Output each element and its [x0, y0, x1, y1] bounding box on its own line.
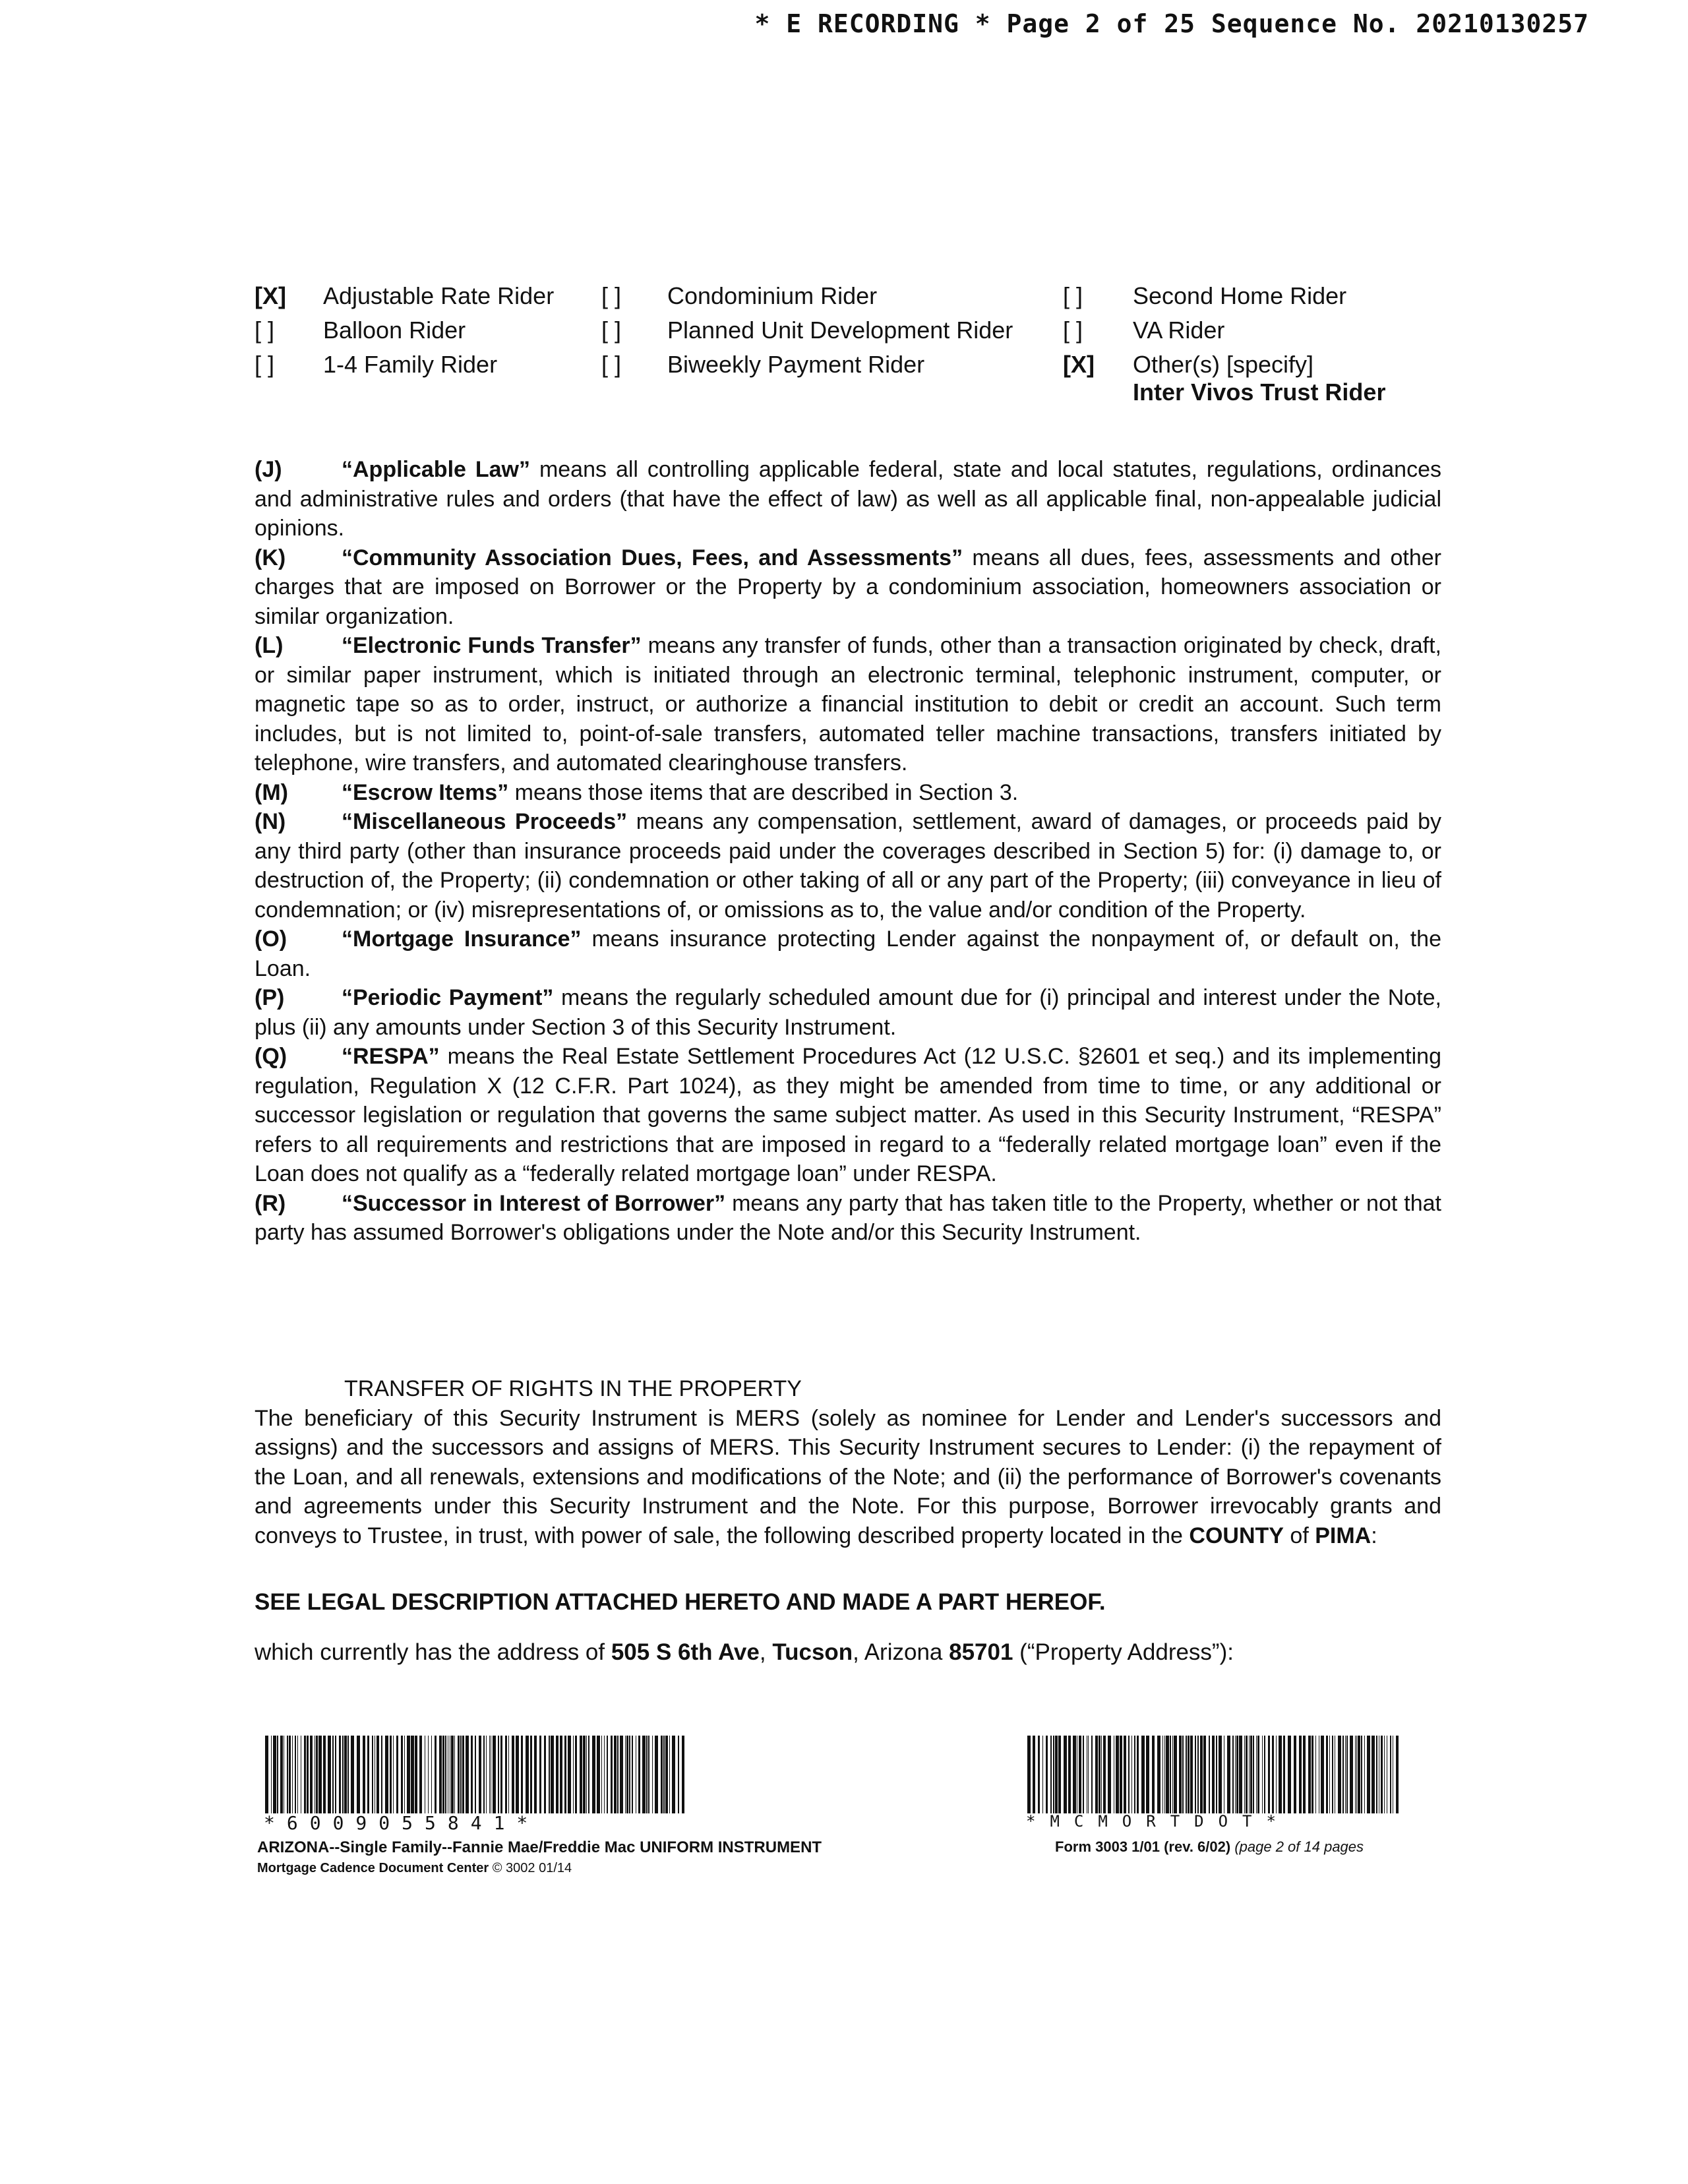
barcode-bar: [526, 1736, 529, 1813]
definition-text: means any party that has taken title to the Property, whether or not that party has assumed Borrower's obligations under the Note and/or this Security Instrument.: [255, 1190, 1441, 1245]
barcode-bar: [462, 1736, 464, 1813]
barcode-bar: [604, 1736, 605, 1813]
barcode-bar: [486, 1736, 487, 1813]
barcode-bar: [407, 1736, 410, 1813]
barcode-bar: [516, 1736, 519, 1813]
rider-checkbox: [X]: [255, 282, 286, 309]
barcode-bar: [583, 1736, 586, 1813]
barcode-bar: [1239, 1736, 1242, 1813]
rider-checkbox: [ ]: [255, 351, 275, 378]
barcode-bar: [614, 1736, 617, 1813]
barcode-bar: [1182, 1736, 1184, 1813]
barcode-bar: [439, 1736, 442, 1813]
barcode-bar: [652, 1736, 653, 1813]
barcode-bar: [271, 1736, 272, 1813]
definition-text: means insurance protecting Lender against the nonpayment of, or default on, the Loan.: [255, 926, 1441, 981]
definition-tag: (M): [255, 779, 288, 805]
riders-checklist: [255, 282, 1441, 406]
definition-text: means those items that are described in Section 3.: [508, 779, 1019, 805]
barcode-bar: [1157, 1736, 1160, 1813]
barcode-bar: [669, 1736, 670, 1813]
recording-header: * E RECORDING * Page 2 of 25 Sequence No. 20210130257: [754, 9, 1589, 38]
barcode-bar: [357, 1736, 360, 1813]
barcode-bar: [1027, 1736, 1031, 1813]
definition-term: “Applicable Law”: [342, 457, 530, 482]
barcode-bar: [328, 1736, 331, 1813]
barcode-bar: [1073, 1736, 1076, 1813]
barcode-bar: [534, 1736, 537, 1813]
barcode-bar: [415, 1736, 417, 1813]
definition-tag: (P): [255, 985, 285, 1010]
barcode-bar: [1162, 1736, 1163, 1813]
barcode-bar: [672, 1736, 675, 1813]
barcode-bar: [287, 1736, 288, 1813]
barcode-bar: [1384, 1736, 1385, 1813]
address-zip: 85701: [949, 1639, 1013, 1665]
rider-label: Biweekly Payment Rider: [667, 351, 925, 378]
definition-term: “Community Association Dues, Fees, and Assessments”: [342, 545, 963, 570]
definition-m: [255, 778, 1441, 808]
barcode-bar: [597, 1736, 600, 1813]
barcode-bar: [318, 1736, 322, 1813]
barcode-bar: [1099, 1736, 1100, 1813]
barcode-bar: [1188, 1736, 1190, 1813]
definition-term: “Mortgage Insurance”: [342, 926, 582, 952]
barcode-bar: [1283, 1736, 1285, 1813]
barcode-bar: [323, 1736, 326, 1813]
barcode-bar: [445, 1736, 446, 1813]
barcode-bar: [626, 1736, 628, 1813]
other-rider-specified: Inter Vivos Trust Rider: [1133, 379, 1386, 406]
legal-description-notice: SEE LEGAL DESCRIPTION ATTACHED HERETO AND MADE A PART HEREOF.: [255, 1589, 1106, 1615]
barcode-bar: [1219, 1736, 1222, 1813]
definitions-list: [255, 455, 1441, 1248]
barcode-bar: [568, 1736, 571, 1813]
barcode-bar: [1068, 1736, 1071, 1813]
barcode-bar: [1321, 1736, 1324, 1813]
definition-term: “Miscellaneous Proceeds”: [342, 809, 628, 834]
barcode-bar: [1262, 1736, 1263, 1813]
barcode-bar: [289, 1736, 291, 1813]
barcode-bar: [1350, 1736, 1353, 1813]
rider-label: Planned Unit Development Rider: [667, 317, 1013, 344]
barcode-bar: [1128, 1736, 1130, 1813]
barcode-bar: [588, 1736, 589, 1813]
barcode-bar: [1299, 1736, 1302, 1813]
barcode-bar: [393, 1736, 394, 1813]
barcode-bar: [1355, 1736, 1356, 1813]
barcode-bar: [1179, 1736, 1182, 1813]
barcode-bar: [265, 1736, 268, 1813]
barcode-bar: [297, 1736, 298, 1813]
barcode-bar: [539, 1736, 541, 1813]
colon: :: [1371, 1523, 1377, 1548]
barcode-bar: [419, 1736, 422, 1813]
footer-center-name: Mortgage Cadence Document Center: [257, 1861, 489, 1875]
barcode-bar: [544, 1736, 546, 1813]
barcode-bar: [1134, 1736, 1135, 1813]
definition-text: means all controlling applicable federal, state and local statutes, regulations, ordinances and administrative rules and orders (that have the effect of law) as well as all applicable final, non-appealable judicial opinions.: [255, 457, 1441, 541]
barcode-bar: [1308, 1736, 1311, 1813]
barcode-bar: [1346, 1736, 1348, 1813]
barcode-bar: [1303, 1736, 1306, 1813]
barcode-bar: [372, 1736, 373, 1813]
barcode-bar: [385, 1736, 388, 1813]
barcode-bar: [1103, 1736, 1106, 1813]
barcode-bar: [411, 1736, 414, 1813]
barcode-bar: [1216, 1736, 1217, 1813]
footer-form-code: © 3002 01/14: [489, 1861, 572, 1875]
barcode-bar: [460, 1736, 462, 1813]
barcode-bar: [1141, 1736, 1145, 1813]
barcode-bar: [1174, 1736, 1177, 1813]
definition-text: means the Real Estate Settlement Procedures Act (12 U.S.C. §2601 et seq.) and its implementing regulation, Regulation X (12 C.F.R. Part 1024), as they might be amended from time to time, or any additional or successor legislation or regulation that governs the same subject matter. As used in this Security Instrument, “RESPA” refers to all requirements and restrictions that are imposed in regard to a “federally related mortgage loan” even if the Loan does not qualify as a “federally related mortgage loan” under RESPA.: [255, 1044, 1441, 1186]
barcode-bar: [556, 1736, 558, 1813]
barcode-right-icon: [1026, 1736, 1402, 1813]
barcode-bar: [1253, 1736, 1254, 1813]
barcode-bar: [1329, 1736, 1330, 1813]
barcode-bar: [508, 1736, 509, 1813]
transfer-text: The beneficiary of this Security Instrument is MERS (solely as nominee for Lender and Lender's successors and assigns) and the successors and assigns of MERS. This Security Instrument secures to Lender: (i) the repayment of the Loan, and all renewals, extensions and modifications of the Note; and (ii) the performance of Borrower's covenants and agreements under this Security Instrument and the Note. For this purpose, Borrower irrevocably grants and conveys to Trustee, in trust, with power of sale, the following described property located in the: [255, 1405, 1441, 1548]
barcode-bar: [1311, 1736, 1313, 1813]
rider-checkbox: [ ]: [255, 317, 275, 344]
barcode-bar: [367, 1736, 369, 1813]
barcode-bar: [530, 1736, 532, 1813]
barcode-bar: [351, 1736, 354, 1813]
rider-label: Second Home Rider: [1133, 282, 1347, 309]
barcode-bar: [500, 1736, 502, 1813]
barcode-bar: [678, 1736, 679, 1813]
barcode-bar: [1326, 1736, 1328, 1813]
definition-o: [255, 925, 1441, 983]
barcode-bar: [1276, 1736, 1277, 1813]
footer-instrument-title: ARIZONA--Single Family--Fannie Mae/Freddie Mac UNIFORM INSTRUMENT: [257, 1838, 822, 1856]
barcode-bar: [1091, 1736, 1093, 1813]
barcode-bar: [1137, 1736, 1139, 1813]
rider-checkbox: [ ]: [601, 317, 622, 344]
barcode-bar: [273, 1736, 276, 1813]
barcode-bar: [401, 1736, 403, 1813]
barcode-bar: [1356, 1736, 1357, 1813]
barcode-bar: [1338, 1736, 1341, 1813]
barcode-bar: [505, 1736, 507, 1813]
barcode-bar: [1272, 1736, 1274, 1813]
barcode-bar: [1390, 1736, 1391, 1813]
barcode-bar: [347, 1736, 349, 1813]
property-address-line: [255, 1639, 1234, 1666]
barcode-bar: [1195, 1736, 1196, 1813]
rider-checkbox: [ ]: [601, 282, 622, 309]
barcode-bar: [310, 1736, 313, 1813]
barcode-bar: [573, 1736, 574, 1813]
barcode-bar: [646, 1736, 648, 1813]
definition-text: means any transfer of funds, other than a transaction originated by check, draft, or similar paper instrument, which is initiated through an electronic terminal, telephonic instrument, computer, or magnetic tape so as to order, instruct, or authorize a financial institution to debit or credit an account. Such term includes, but is not limited to, point-of-sale transfers, automated teller machine transactions, transfers initiated by telephone, wire transfers, and automated clearinghouse transfers.: [255, 633, 1441, 775]
rider-label: VA Rider: [1133, 317, 1225, 344]
barcode-bar: [1124, 1736, 1126, 1813]
barcode-bar: [1164, 1736, 1165, 1813]
rider-label: 1-4 Family Rider: [323, 351, 498, 378]
barcode-bar: [655, 1736, 658, 1813]
barcode-bar: [620, 1736, 623, 1813]
barcode-bar: [1050, 1736, 1052, 1813]
barcode-bar: [611, 1736, 613, 1813]
barcode-bar: [521, 1736, 523, 1813]
barcode-bar: [1279, 1736, 1282, 1813]
barcode-bar: [498, 1736, 499, 1813]
barcode-bar: [493, 1736, 496, 1813]
barcode-bar: [1053, 1736, 1054, 1813]
barcode-bar: [466, 1736, 469, 1813]
definition-l: [255, 631, 1441, 778]
barcode-bar: [390, 1736, 392, 1813]
barcode-bar: [1376, 1736, 1377, 1813]
barcode-bar: [1166, 1736, 1169, 1813]
barcode-bar: [1315, 1736, 1316, 1813]
rider-label: Condominium Rider: [667, 282, 878, 309]
barcode-bar: [335, 1736, 336, 1813]
barcode-bar: [344, 1736, 347, 1813]
barcode-bar: [404, 1736, 405, 1813]
barcode-bar: [629, 1736, 630, 1813]
barcode-bar: [1367, 1736, 1370, 1813]
definition-q: [255, 1042, 1441, 1189]
barcode-bar: [512, 1736, 514, 1813]
barcode-bar: [1358, 1736, 1360, 1813]
barcode-bar: [1064, 1736, 1067, 1813]
definition-tag: (J): [255, 457, 282, 482]
barcode-bar: [342, 1736, 344, 1813]
barcode-bar: [442, 1736, 444, 1813]
barcode-right-text: *MCMORTDOT*: [1026, 1812, 1290, 1831]
barcode-bar: [638, 1736, 640, 1813]
barcode-bar: [642, 1736, 646, 1813]
definition-term: “Successor in Interest of Borrower”: [342, 1190, 726, 1216]
rider-checkbox: [ ]: [601, 351, 622, 378]
county-name: PIMA: [1315, 1523, 1372, 1548]
address-comma: ,: [759, 1639, 773, 1665]
barcode-bar: [1108, 1736, 1111, 1813]
definition-tag: (O): [255, 926, 287, 952]
barcode-bar: [665, 1736, 668, 1813]
barcode-bar: [377, 1736, 379, 1813]
barcode-bar: [332, 1736, 334, 1813]
barcode-bar: [489, 1736, 490, 1813]
barcode-bar: [1101, 1736, 1102, 1813]
barcode-bar: [280, 1736, 283, 1813]
barcode-bar: [617, 1736, 618, 1813]
barcode-bar: [307, 1736, 309, 1813]
barcode-bar: [1212, 1736, 1215, 1813]
definition-tag: (K): [255, 545, 286, 570]
barcode-bar: [1381, 1736, 1383, 1813]
barcode-bar: [1361, 1736, 1362, 1813]
definition-term: “RESPA”: [342, 1044, 440, 1069]
address-city: Tucson: [772, 1639, 853, 1665]
barcode-bar: [575, 1736, 577, 1813]
barcode-bar: [580, 1736, 582, 1813]
barcode-bar: [1264, 1736, 1265, 1813]
barcode-bar: [1170, 1736, 1171, 1813]
barcode-bar: [1246, 1736, 1248, 1813]
barcode-bar: [632, 1736, 633, 1813]
barcode-bar: [1235, 1736, 1236, 1813]
barcode-bar: [586, 1736, 587, 1813]
definition-tag: (L): [255, 633, 284, 658]
definition-text: means all dues, fees, assessments and other charges that are imposed on Borrower or the Property by a condominium association, homeowners association or similar organization.: [255, 545, 1441, 629]
transfer-of-rights-section: [255, 1374, 1441, 1550]
barcode-bar: [661, 1736, 663, 1813]
barcode-bar: [592, 1736, 595, 1813]
barcode-bar: [549, 1736, 550, 1813]
definition-tag: (N): [255, 809, 286, 834]
barcode-bar: [316, 1736, 318, 1813]
barcode-bar: [1190, 1736, 1193, 1813]
barcode-bar: [1236, 1736, 1238, 1813]
address-comma: ,: [853, 1639, 864, 1665]
barcode-bar: [1058, 1736, 1061, 1813]
barcode-bar: [560, 1736, 562, 1813]
address-prefix: which currently has the address of: [255, 1639, 611, 1665]
barcode-bar: [1227, 1736, 1230, 1813]
definition-p: [255, 983, 1441, 1042]
barcode-bar: [458, 1736, 460, 1813]
definition-text: means any compensation, settlement, award of damages, or proceeds paid by any third party (other than insurance proceeds paid under the coverages described in Section 5) for: (i) damage to, or destruction of, the Property; (ii) condemnation or other taking of all or any part of the Property; (iii) conveyance in lieu of condemnation; or (iv) misrepresentations of, or omissions as to, the value and/or condition of the Property.: [255, 809, 1441, 923]
barcode-bar: [454, 1736, 455, 1813]
barcode-bar: [1186, 1736, 1187, 1813]
barcode-bar: [295, 1736, 296, 1813]
definition-term: “Electronic Funds Transfer”: [342, 633, 642, 658]
barcode-bar: [607, 1736, 608, 1813]
rider-row: [255, 317, 1441, 351]
transfer-heading: TRANSFER OF RIGHTS IN THE PROPERTY: [344, 1376, 802, 1401]
footer-form-info: [1055, 1838, 1364, 1856]
barcode-bar: [1250, 1736, 1252, 1813]
barcode-bar: [1172, 1736, 1173, 1813]
definition-r: [255, 1189, 1441, 1248]
barcode-bar: [1088, 1736, 1089, 1813]
barcode-bar: [1268, 1736, 1270, 1813]
barcode-bar: [339, 1736, 341, 1813]
barcode-bar: [625, 1736, 626, 1813]
barcode-bar: [1146, 1736, 1149, 1813]
barcode-bar: [479, 1736, 481, 1813]
barcode-bar: [1079, 1736, 1081, 1813]
rider-checkbox: [X]: [1063, 351, 1095, 378]
of-word: of: [1283, 1523, 1315, 1548]
barcode-bar: [1209, 1736, 1210, 1813]
barcode-bar: [292, 1736, 293, 1813]
footer-page-count: (page 2 of 14 pages: [1234, 1838, 1364, 1855]
barcode-bar: [396, 1736, 398, 1813]
barcode-bar: [1294, 1736, 1296, 1813]
barcode-bar: [1033, 1736, 1035, 1813]
barcode-bar: [381, 1736, 382, 1813]
barcode-bar: [277, 1736, 278, 1813]
barcode-bar: [475, 1736, 476, 1813]
footer-document-center: [257, 1861, 572, 1876]
barcode-bar: [1372, 1736, 1375, 1813]
barcode-bar: [1200, 1736, 1203, 1813]
barcode-bar: [682, 1736, 684, 1813]
barcode-bar: [1249, 1736, 1250, 1813]
definition-j: [255, 455, 1441, 543]
barcode-left-icon: [264, 1736, 686, 1813]
rider-checkbox: [ ]: [1063, 282, 1083, 309]
address-state: Arizona: [864, 1639, 950, 1665]
definition-text: means the regularly scheduled amount due for (i) principal and interest under the Note, plus (ii) any amounts under Section 3 of this Security Instrument.: [255, 985, 1441, 1040]
barcode-bar: [1332, 1736, 1333, 1813]
barcode-bar: [1288, 1736, 1291, 1813]
barcode-bar: [428, 1736, 429, 1813]
barcode-bar: [1232, 1736, 1234, 1813]
barcode-bar: [1396, 1736, 1399, 1813]
barcode-bar: [1046, 1736, 1048, 1813]
barcode-bar: [1042, 1736, 1043, 1813]
barcode-bar: [483, 1736, 485, 1813]
barcode-bar: [601, 1736, 602, 1813]
barcode-left-text: *6009055841*: [264, 1812, 540, 1834]
barcode-bar: [1038, 1736, 1040, 1813]
barcode-bar: [431, 1736, 432, 1813]
footer-form-number: Form 3003 1/01 (rev. 6/02): [1055, 1838, 1235, 1855]
barcode-bar: [435, 1736, 437, 1813]
barcode-bar: [363, 1736, 365, 1813]
rider-label: Balloon Rider: [323, 317, 466, 344]
transfer-body: [255, 1404, 1441, 1551]
rider-label: Other(s) [specify]: [1133, 351, 1314, 378]
definition-term: “Periodic Payment”: [342, 985, 554, 1010]
definition-tag: (R): [255, 1190, 286, 1216]
barcode-bar: [1197, 1736, 1199, 1813]
barcode-bar: [648, 1736, 649, 1813]
barcode-bar: [564, 1736, 566, 1813]
barcode-bar: [451, 1736, 454, 1813]
barcode-bar: [1116, 1736, 1119, 1813]
address-suffix: (“Property Address”):: [1013, 1639, 1234, 1665]
barcode-bar: [1055, 1736, 1058, 1813]
barcode-bar: [663, 1736, 665, 1813]
barcode-bar: [1095, 1736, 1098, 1813]
barcode-bar: [1120, 1736, 1122, 1813]
barcode-bar: [1256, 1736, 1257, 1813]
address-street: 505 S 6th Ave: [611, 1639, 760, 1665]
barcode-bar: [1244, 1736, 1245, 1813]
barcode-bar: [1152, 1736, 1155, 1813]
definition-k: [255, 543, 1441, 632]
county-label: COUNTY: [1189, 1523, 1284, 1548]
rider-checkbox: [ ]: [1063, 317, 1083, 344]
barcode-bar: [1083, 1736, 1084, 1813]
barcode-bar: [1203, 1736, 1206, 1813]
barcode-bar: [1342, 1736, 1344, 1813]
definition-term: “Escrow Items”: [342, 779, 509, 805]
barcode-bar: [304, 1736, 306, 1813]
definition-n: [255, 807, 1441, 925]
barcode-bar: [1257, 1736, 1259, 1813]
barcode-bar: [1131, 1736, 1132, 1813]
barcode-bar: [1364, 1736, 1365, 1813]
rider-row: [255, 282, 1441, 317]
definition-tag: (Q): [255, 1044, 287, 1069]
rider-label: Adjustable Rate Rider: [323, 282, 555, 309]
barcode-bar: [551, 1736, 554, 1813]
barcode-bar: [1345, 1736, 1346, 1813]
barcode-bar: [471, 1736, 473, 1813]
